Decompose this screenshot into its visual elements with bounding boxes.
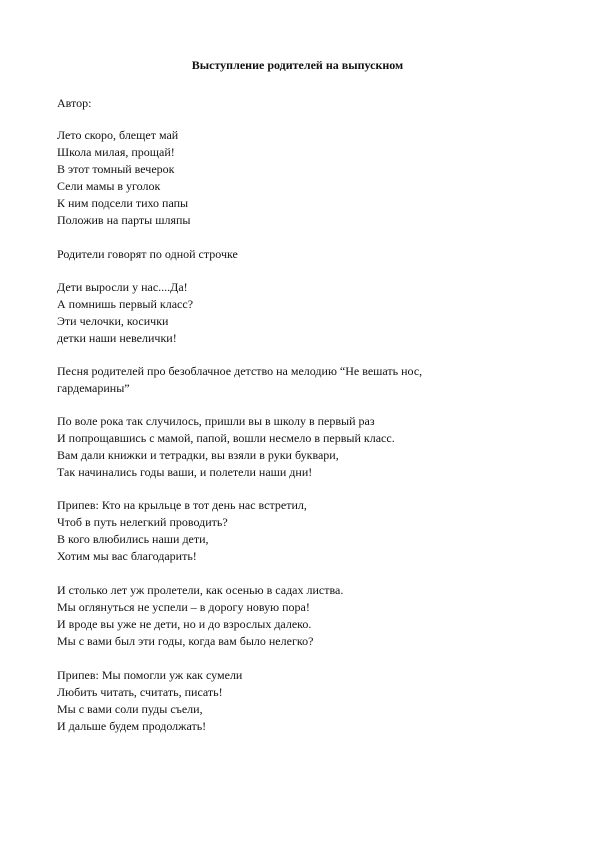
chorus-line: Хотим мы вас благодарить! — [57, 549, 197, 563]
verse-line: Школа милая, прощай! — [57, 145, 175, 159]
verse-line: И столько лет уж пролетели, как осенью в садах листва. — [57, 583, 344, 597]
verse-line: детки наши невелички! — [57, 331, 177, 345]
author-label: Автор: — [57, 96, 92, 110]
chorus-line: Чтоб в путь нелегкий проводить? — [57, 515, 228, 529]
verse-song-2 — [57, 582, 527, 650]
verse-line: Мы оглянуться не успели – в дорогу новую пора! — [57, 600, 310, 614]
verse-intro — [57, 127, 527, 229]
chorus-line: Мы с вами соли пуды съели, — [57, 702, 203, 716]
chorus-1 — [57, 497, 527, 565]
verse-line: Положив на парты шляпы — [57, 213, 191, 227]
verse-line: Эти челочки, косички — [57, 314, 169, 328]
verse-line: А помнишь первый класс? — [57, 297, 194, 311]
chorus-line: И дальше будем продолжать! — [57, 719, 207, 733]
parents-line-note: Родители говорят по одной строчке — [57, 247, 238, 261]
verse-line: По воле рока так случилось, пришли вы в школу в первый раз — [57, 414, 375, 428]
verse-line: И попрощавшись с мамой, папой, вошли несмело в первый класс. — [57, 431, 395, 445]
verse-line: Дети выросли у нас....Да! — [57, 280, 188, 294]
verse-line: Мы с вами был эти годы, когда вам было нелегко? — [57, 634, 314, 648]
verse-line: И вроде вы уже не дети, но и до взрослых далеко. — [57, 617, 312, 631]
verse-line: К ним подсели тихо папы — [57, 196, 189, 210]
chorus-2 — [57, 667, 527, 735]
author-label-block — [57, 95, 527, 112]
chorus-line: В кого влюбились наши дети, — [57, 532, 209, 546]
verse-line: Лето скоро, блещет май — [57, 128, 179, 142]
page-title: Выступление родителей на выпускном — [191, 58, 404, 72]
verse-line: Вам дали книжки и тетрадки, вы взяли в руки буквари, — [57, 448, 339, 462]
chorus-line: Припев: Мы помогли уж как сумели — [57, 668, 243, 682]
verse-line: Так начинались годы ваши, и полетели наши дни! — [57, 465, 313, 479]
verse-song-1 — [57, 413, 527, 481]
chorus-line: Любить читать, считать, писать! — [57, 685, 223, 699]
parents-note-block — [57, 246, 527, 263]
verse-line: Сели мамы в уголок — [57, 179, 161, 193]
chorus-line: Припев: Кто на крыльце в тот день нас встретил, — [57, 498, 307, 512]
verse-line: В этот томный вечерок — [57, 162, 175, 176]
verse-parents — [57, 279, 527, 347]
song-intro — [57, 363, 527, 397]
song-intro-line: гардемарины” — [57, 381, 130, 395]
song-intro-line: Песня родителей про безоблачное детство на мелодию “Не вешать нос, — [57, 364, 423, 378]
